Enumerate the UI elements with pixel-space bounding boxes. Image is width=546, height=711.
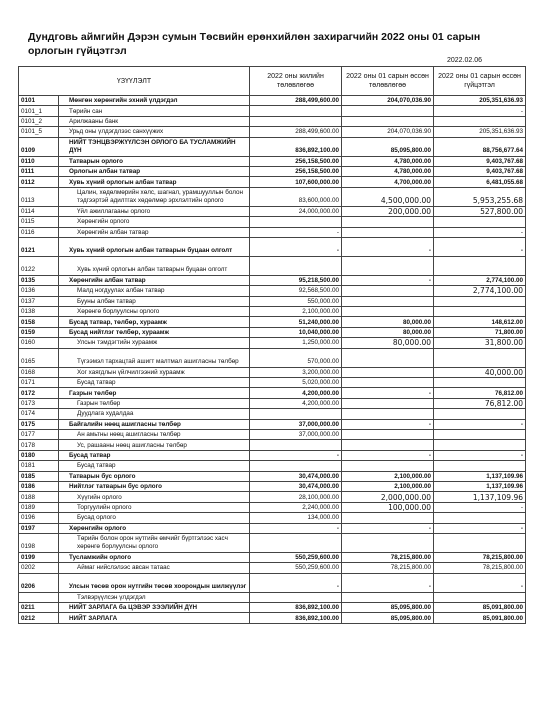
row-code: 0175: [19, 419, 59, 429]
row-annual-plan: -: [250, 227, 342, 237]
row-name: Аймаг нийслэлээс авсан татаас: [59, 563, 250, 573]
row-cumulative-actual: 5,953,255.68: [434, 187, 526, 206]
row-code: 0101_5: [19, 127, 59, 137]
row-code: [19, 592, 59, 602]
row-cumulative-plan: -: [342, 523, 434, 533]
row-annual-plan: -: [250, 573, 342, 592]
row-cumulative-actual: [434, 378, 526, 388]
row-name: Хөрөнгө борлуулсны орлого: [59, 307, 250, 317]
row-annual-plan: 288,499,600.00: [250, 127, 342, 137]
row-name: Татварын бус орлого: [59, 471, 250, 481]
row-name: Торгуулийн орлого: [59, 502, 250, 512]
row-name: Газрын төлбөр: [59, 388, 250, 398]
row-code: 0172: [19, 388, 59, 398]
row-annual-plan: [250, 592, 342, 602]
row-cumulative-plan: 80,000.00: [342, 317, 434, 327]
table-row: [19, 613, 526, 623]
table-row: [19, 388, 526, 398]
row-name: НИЙТ ЗАРЛАГА ба ЦЭВЭР ЗЭЭЛИЙН ДҮН: [59, 603, 250, 613]
row-code: 0138: [19, 307, 59, 317]
row-name: Бусад татвар: [59, 461, 250, 471]
row-cumulative-actual: 40,000.00: [434, 367, 526, 377]
table-row: [19, 286, 526, 296]
row-annual-plan: 107,600,000.00: [250, 177, 342, 187]
row-annual-plan: -: [250, 237, 342, 256]
row-cumulative-plan: 2,100,000.00: [342, 471, 434, 481]
row-code: 0188: [19, 492, 59, 502]
row-annual-plan: 83,600,000.00: [250, 187, 342, 206]
table-row: [19, 137, 526, 156]
row-cumulative-plan: 85,095,800.00: [342, 613, 434, 623]
row-annual-plan: 4,200,000.00: [250, 398, 342, 408]
row-annual-plan: 37,000,000.00: [250, 429, 342, 439]
row-code: 0135: [19, 275, 59, 285]
table-row: [19, 237, 526, 256]
row-name: Бууны албан татвар: [59, 296, 250, 306]
table-body: [19, 96, 526, 624]
row-name: Хувь хүний орлогын албан татварын буцаан олголт: [59, 237, 250, 256]
column-header-indicator: ҮЗҮҮЛЭЛТ: [19, 67, 250, 96]
row-cumulative-plan: 2,100,000.00: [342, 481, 434, 491]
row-code: 0159: [19, 327, 59, 337]
row-cumulative-actual: [434, 307, 526, 317]
row-code: 0212: [19, 613, 59, 623]
row-cumulative-plan: 80,000.00: [342, 327, 434, 337]
row-cumulative-actual: [434, 592, 526, 602]
row-cumulative-plan: [342, 217, 434, 227]
row-code: 0198: [19, 533, 59, 552]
row-cumulative-plan: [342, 227, 434, 237]
row-cumulative-plan: [342, 398, 434, 408]
row-cumulative-actual: 148,612.00: [434, 317, 526, 327]
row-cumulative-plan: 4,500,000.00: [342, 187, 434, 206]
row-cumulative-actual: 9,403,767.68: [434, 156, 526, 166]
row-annual-plan: [250, 256, 342, 275]
row-name: Цалин, хөдөлмөрийн хөлс, шагнал, урамшууллын болон тэдгээртэй адилтгах хөдөлмөр эрхлэлтийн орлого: [59, 187, 250, 206]
row-code: 0109: [19, 137, 59, 156]
row-cumulative-actual: -: [434, 106, 526, 116]
row-annual-plan: 550,259,600.00: [250, 552, 342, 562]
row-cumulative-plan: [342, 533, 434, 552]
row-code: 0112: [19, 177, 59, 187]
row-code: 0110: [19, 156, 59, 166]
row-name: Бусад нийтлэг төлбөр, хураамж: [59, 327, 250, 337]
row-code: 0136: [19, 286, 59, 296]
table-row: [19, 492, 526, 502]
row-annual-plan: 24,000,000.00: [250, 206, 342, 216]
row-cumulative-plan: [342, 440, 434, 450]
row-cumulative-actual: -: [434, 419, 526, 429]
row-name: Ан амьтны нөөц ашигласны төлбөр: [59, 429, 250, 439]
table-row: [19, 523, 526, 533]
row-cumulative-plan: 78,215,800.00: [342, 552, 434, 562]
row-annual-plan: [250, 116, 342, 126]
row-annual-plan: 51,240,000.00: [250, 317, 342, 327]
row-cumulative-actual: 78,215,800.00: [434, 552, 526, 562]
table-row: [19, 256, 526, 275]
table-row: [19, 481, 526, 491]
row-cumulative-plan: [342, 116, 434, 126]
row-code: 0189: [19, 502, 59, 512]
row-annual-plan: 1,250,000.00: [250, 338, 342, 348]
row-name: Хувь хүний орлогын албан татварын буцаан олголт: [59, 256, 250, 275]
row-name: Хүүгийн орлого: [59, 492, 250, 502]
row-annual-plan: [250, 106, 342, 116]
row-annual-plan: 2,240,000.00: [250, 502, 342, 512]
row-cumulative-actual: [434, 217, 526, 227]
table-row: [19, 398, 526, 408]
row-annual-plan: [250, 409, 342, 419]
table-row: [19, 533, 526, 552]
row-cumulative-plan: -: [342, 275, 434, 285]
table-row: [19, 429, 526, 439]
row-name: Нийтлэг татварын бус орлого: [59, 481, 250, 491]
row-name: Хог хаягдлын үйлчилгээний хураамж: [59, 367, 250, 377]
table-row: [19, 367, 526, 377]
row-code: 0199: [19, 552, 59, 562]
row-cumulative-actual: [434, 409, 526, 419]
row-annual-plan: 550,259,600.00: [250, 563, 342, 573]
row-code: 0101_1: [19, 106, 59, 116]
row-name: Татварын орлого: [59, 156, 250, 166]
table-row: [19, 127, 526, 137]
row-code: 0181: [19, 461, 59, 471]
row-cumulative-actual: 85,091,800.00: [434, 603, 526, 613]
table-row: [19, 348, 526, 367]
row-name: Хөрөнгийн орлого: [59, 523, 250, 533]
row-name: Бусад орлого: [59, 513, 250, 523]
row-name: НИЙТ ЗАРЛАГА: [59, 613, 250, 623]
row-cumulative-actual: -: [434, 237, 526, 256]
row-cumulative-plan: 204,070,036.90: [342, 96, 434, 106]
column-header-annual-plan: 2022 оны жилийн төлөвлөгөө: [250, 67, 342, 96]
row-cumulative-plan: -: [342, 419, 434, 429]
row-cumulative-actual: [434, 440, 526, 450]
row-cumulative-plan: [342, 592, 434, 602]
row-code: 0116: [19, 227, 59, 237]
row-code: 0121: [19, 237, 59, 256]
row-cumulative-actual: 71,800.00: [434, 327, 526, 337]
row-annual-plan: 836,892,100.00: [250, 603, 342, 613]
row-cumulative-actual: [434, 296, 526, 306]
row-code: 0173: [19, 398, 59, 408]
row-name: Бусад татвар: [59, 450, 250, 460]
row-cumulative-actual: 527,800.00: [434, 206, 526, 216]
row-cumulative-plan: [342, 286, 434, 296]
row-annual-plan: 3,200,000.00: [250, 367, 342, 377]
row-cumulative-plan: [342, 409, 434, 419]
revenue-table: [18, 66, 526, 624]
row-name: Улсын тэмдэгтийн хураамж: [59, 338, 250, 348]
row-cumulative-actual: 205,351,636.93: [434, 96, 526, 106]
row-cumulative-actual: 88,756,677.64: [434, 137, 526, 156]
row-name: Хувь хүний орлогын албан татвар: [59, 177, 250, 187]
table-row: [19, 227, 526, 237]
row-cumulative-actual: -: [434, 573, 526, 592]
table-row: [19, 409, 526, 419]
table-row: [19, 187, 526, 206]
table-row: [19, 206, 526, 216]
table-row: [19, 563, 526, 573]
table-row: [19, 461, 526, 471]
row-code: 0122: [19, 256, 59, 275]
row-name: Төрийн болон орон нутгийн өмчийг бүртгэлээс хасч хөрөнгө борлуулсны орлого: [59, 533, 250, 552]
row-cumulative-actual: 9,403,767.68: [434, 166, 526, 176]
table-row: [19, 502, 526, 512]
row-code: 0178: [19, 440, 59, 450]
row-name: Үйл ажиллагааны орлого: [59, 206, 250, 216]
row-annual-plan: 95,218,500.00: [250, 275, 342, 285]
row-name: Хөрөнгийн албан татвар: [59, 275, 250, 285]
row-cumulative-plan: -: [342, 450, 434, 460]
row-cumulative-plan: -: [342, 573, 434, 592]
row-cumulative-actual: 6,481,055.68: [434, 177, 526, 187]
column-header-cumulative-actual: 2022 оны 01 сарын өссөн гүйцэтгэл: [434, 67, 526, 96]
table-row: [19, 450, 526, 460]
row-annual-plan: 256,158,500.00: [250, 166, 342, 176]
row-name: Газрын төлбөр: [59, 398, 250, 408]
table-row: [19, 603, 526, 613]
row-annual-plan: [250, 461, 342, 471]
table-row: [19, 317, 526, 327]
row-code: 0165: [19, 348, 59, 367]
table-row: [19, 156, 526, 166]
row-code: 0174: [19, 409, 59, 419]
row-cumulative-actual: [434, 429, 526, 439]
table-header: [19, 67, 526, 96]
row-name: Хөрөнгийн албан татвар: [59, 227, 250, 237]
row-name: НИЙТ ТЭНЦВЭРЖҮҮЛСЭН ОРЛОГО БА ТУСЛАМЖИЙН ДҮН: [59, 137, 250, 156]
row-name: Түгээмэл тархацтай ашигт малтмал ашигласны төлбөр: [59, 348, 250, 367]
row-code: 0113: [19, 187, 59, 206]
row-cumulative-actual: [434, 533, 526, 552]
row-cumulative-actual: 76,812.00: [434, 388, 526, 398]
row-name: Орлогын албан татвар: [59, 166, 250, 176]
row-annual-plan: 37,000,000.00: [250, 419, 342, 429]
row-cumulative-plan: [342, 513, 434, 523]
row-name: Мөнгөн хөрөнгийн эхний үлдэгдэл: [59, 96, 250, 106]
table-row: [19, 96, 526, 106]
row-name: Бусад татвар: [59, 378, 250, 388]
row-code: 0101_2: [19, 116, 59, 126]
row-cumulative-plan: 204,070,036.90: [342, 127, 434, 137]
row-code: 0206: [19, 573, 59, 592]
row-annual-plan: 836,892,100.00: [250, 613, 342, 623]
row-cumulative-plan: [342, 296, 434, 306]
row-code: 0158: [19, 317, 59, 327]
row-name: Ус, рашааны нөөц ашигласны төлбөр: [59, 440, 250, 450]
row-cumulative-actual: 1,137,109.96: [434, 481, 526, 491]
row-annual-plan: 570,000.00: [250, 348, 342, 367]
row-annual-plan: -: [250, 450, 342, 460]
row-annual-plan: 2,100,000.00: [250, 307, 342, 317]
row-code: 0196: [19, 513, 59, 523]
row-annual-plan: 550,000.00: [250, 296, 342, 306]
table-row: [19, 378, 526, 388]
row-cumulative-actual: -: [434, 450, 526, 460]
column-header-cumulative-plan: 2022 оны 01 сарын өссөн төлөвлөгөө: [342, 67, 434, 96]
row-cumulative-plan: [342, 461, 434, 471]
table-row: [19, 177, 526, 187]
row-cumulative-plan: [342, 367, 434, 377]
row-cumulative-actual: [434, 513, 526, 523]
report-date: 2022.02.06: [447, 57, 483, 64]
table-row: [19, 552, 526, 562]
page-title: Дундговь аймгийн Дэрэн сумын Төсвийн ерөнхийлөн захирагчийн 2022 оны 01 сарын орлогын гүйцэтгэл: [28, 31, 481, 57]
row-name: Улсын төсөв орон нутгийн төсөв хоорондын шилжүүлэг: [59, 573, 250, 592]
row-code: 0186: [19, 481, 59, 491]
row-cumulative-actual: 1,137,109.96: [434, 471, 526, 481]
row-cumulative-plan: 4,780,000.00: [342, 156, 434, 166]
row-cumulative-plan: [342, 429, 434, 439]
row-cumulative-plan: 100,000.00: [342, 502, 434, 512]
row-name: Малд ногдуулах албан татвар: [59, 286, 250, 296]
row-name: Тусламжийн орлого: [59, 552, 250, 562]
row-cumulative-actual: -: [434, 502, 526, 512]
row-code: 0177: [19, 429, 59, 439]
row-cumulative-plan: [342, 348, 434, 367]
row-code: 0197: [19, 523, 59, 533]
row-cumulative-plan: [342, 256, 434, 275]
row-cumulative-plan: -: [342, 237, 434, 256]
row-code: 0168: [19, 367, 59, 377]
row-cumulative-actual: 85,091,800.00: [434, 613, 526, 623]
row-name: Урьд оны үлдэгдлээс санхүүжих: [59, 127, 250, 137]
row-annual-plan: 256,158,500.00: [250, 156, 342, 166]
row-annual-plan: 10,040,000.00: [250, 327, 342, 337]
row-cumulative-plan: 4,700,000.00: [342, 177, 434, 187]
table-row: [19, 116, 526, 126]
row-cumulative-actual: 1,137,109.96: [434, 492, 526, 502]
row-annual-plan: 134,000.00: [250, 513, 342, 523]
row-code: 0171: [19, 378, 59, 388]
row-cumulative-actual: 78,215,800.00: [434, 563, 526, 573]
row-code: 0160: [19, 338, 59, 348]
table-row: [19, 166, 526, 176]
table-row: [19, 513, 526, 523]
row-code: 0111: [19, 166, 59, 176]
row-code: 0137: [19, 296, 59, 306]
row-name: Байгалийн нөөц ашигласны төлбөр: [59, 419, 250, 429]
row-code: 0115: [19, 217, 59, 227]
row-name: Хөрөнгийн орлого: [59, 217, 250, 227]
table-row: [19, 327, 526, 337]
row-code: 0211: [19, 603, 59, 613]
row-cumulative-actual: [434, 348, 526, 367]
row-cumulative-actual: -: [434, 523, 526, 533]
row-cumulative-actual: 2,774,100.00: [434, 286, 526, 296]
table-row: [19, 592, 526, 602]
row-annual-plan: [250, 440, 342, 450]
row-cumulative-actual: 2,774,100.00: [434, 275, 526, 285]
row-code: 0202: [19, 563, 59, 573]
row-code: 0185: [19, 471, 59, 481]
row-cumulative-plan: -: [342, 388, 434, 398]
table-row: [19, 106, 526, 116]
row-cumulative-plan: 200,000.00: [342, 206, 434, 216]
table-row: [19, 307, 526, 317]
row-annual-plan: 28,100,000.00: [250, 492, 342, 502]
row-annual-plan: 5,020,000.00: [250, 378, 342, 388]
table-row: [19, 440, 526, 450]
row-annual-plan: 288,499,600.00: [250, 96, 342, 106]
row-annual-plan: 92,568,500.00: [250, 286, 342, 296]
row-cumulative-plan: 78,215,800.00: [342, 563, 434, 573]
row-annual-plan: 30,474,000.00: [250, 481, 342, 491]
row-code: 0114: [19, 206, 59, 216]
row-annual-plan: 4,200,000.00: [250, 388, 342, 398]
table-row: [19, 573, 526, 592]
table-row: [19, 275, 526, 285]
row-cumulative-plan: 2,000,000.00: [342, 492, 434, 502]
table-row: [19, 338, 526, 348]
row-cumulative-actual: [434, 116, 526, 126]
row-cumulative-plan: 85,095,800.00: [342, 603, 434, 613]
row-name: Арилжааны банк: [59, 116, 250, 126]
row-annual-plan: -: [250, 523, 342, 533]
row-code: 0180: [19, 450, 59, 460]
row-cumulative-actual: [434, 256, 526, 275]
row-cumulative-plan: 80,000.00: [342, 338, 434, 348]
table-row: [19, 296, 526, 306]
row-cumulative-actual: -: [434, 227, 526, 237]
row-cumulative-plan: [342, 378, 434, 388]
table-row: [19, 217, 526, 227]
row-name: Төрийн сан: [59, 106, 250, 116]
table-row: [19, 471, 526, 481]
row-name: Тэлвэрүүлсэн үлдэгдэл: [59, 592, 250, 602]
row-name: Бусад татвар, төлбөр, хураамж: [59, 317, 250, 327]
row-cumulative-plan: [342, 307, 434, 317]
row-cumulative-plan: [342, 106, 434, 116]
row-code: 0101: [19, 96, 59, 106]
row-annual-plan: 836,892,100.00: [250, 137, 342, 156]
table-row: [19, 419, 526, 429]
row-cumulative-plan: 4,780,000.00: [342, 166, 434, 176]
row-cumulative-actual: 205,351,636.93: [434, 127, 526, 137]
row-annual-plan: [250, 217, 342, 227]
row-cumulative-actual: 31,800.00: [434, 338, 526, 348]
row-cumulative-actual: 76,812.00: [434, 398, 526, 408]
row-annual-plan: 30,474,000.00: [250, 471, 342, 481]
row-cumulative-actual: [434, 461, 526, 471]
row-cumulative-plan: 85,095,800.00: [342, 137, 434, 156]
row-annual-plan: [250, 533, 342, 552]
row-name: Дуудлага худалдаа: [59, 409, 250, 419]
